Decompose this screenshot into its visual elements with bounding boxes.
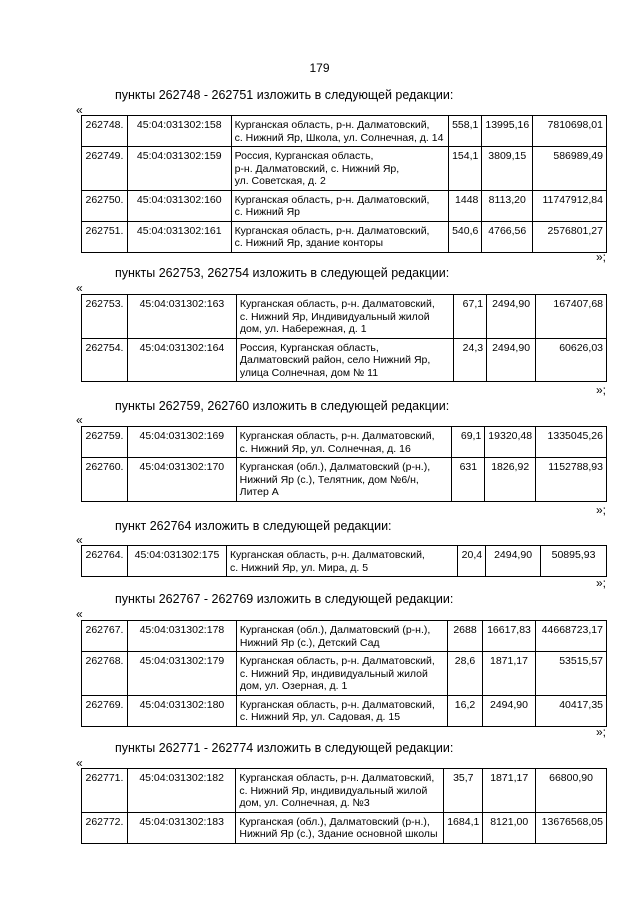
section-intro: пункты 262759, 262760 изложить в следующей редакции: [115, 399, 450, 413]
amendment-table [81, 426, 607, 502]
row-number: 262769. [82, 695, 128, 726]
area-cell: 20,4 [458, 546, 486, 577]
address-line: Нижний Яр (с.), Детский Сад [239, 636, 380, 649]
cadastral-number: 45:04:031302:183 [127, 812, 235, 843]
address-line: Курганская область, р-н. Далматовский, [234, 193, 430, 206]
address-cell [236, 621, 447, 652]
quote-close: »; [595, 383, 606, 397]
quote-close: »; [595, 725, 606, 739]
address-cell [236, 695, 447, 726]
address-line: Россия, Курганская область, [239, 341, 379, 354]
value-cell: 2576801,27 [533, 221, 607, 252]
quote-close: »; [595, 576, 606, 590]
area-cell: 2688 [448, 621, 483, 652]
cadastral-number: 45:04:031302:182 [127, 769, 235, 813]
price-cell: 16617,83 [483, 621, 536, 652]
address-cell [236, 769, 444, 813]
address-line: р-н. Далматовский, с. Нижний Яр, [234, 162, 400, 175]
address-cell [236, 458, 452, 502]
address-line: с. Нижний Яр [234, 206, 300, 218]
price-cell: 4766,56 [482, 221, 533, 252]
row-number: 262771. [82, 769, 128, 813]
quote-open: « [76, 607, 83, 621]
amendment-table [81, 115, 607, 253]
address-line: Нижний Яр (с.), Телятник, дом №6/н, [239, 473, 419, 486]
value-cell: 40417,35 [535, 695, 606, 726]
amendment-table [81, 768, 607, 844]
cadastral-number: 45:04:031302:160 [127, 190, 231, 221]
price-cell: 2494,90 [483, 695, 536, 726]
row-number: 262764. [82, 546, 128, 577]
table-row [82, 116, 607, 147]
address-cell [231, 116, 449, 147]
address-cell [226, 546, 457, 577]
cadastral-number: 45:04:031302:159 [127, 147, 231, 191]
cadastral-number: 45:04:031302:180 [127, 695, 236, 726]
amendment-table [81, 545, 607, 577]
address-cell [236, 427, 452, 458]
price-cell: 3809,15 [482, 147, 533, 191]
table-row [82, 221, 607, 252]
table-row [82, 458, 607, 502]
price-cell: 2494,90 [486, 546, 541, 577]
area-cell: 1684,1 [444, 812, 483, 843]
value-cell: 50895,93 [541, 546, 607, 577]
row-number: 262767. [82, 621, 128, 652]
area-cell: 1448 [449, 190, 482, 221]
section-intro: пункты 262753, 262754 изложить в следующей редакции: [115, 266, 450, 280]
table-row [82, 295, 607, 339]
row-number: 262750. [82, 190, 128, 221]
price-cell: 19320,48 [485, 427, 536, 458]
address-line: Курганская область, р-н. Далматовский, [239, 772, 435, 784]
address-cell [236, 295, 453, 339]
value-cell: 53515,57 [535, 652, 606, 696]
value-cell: 44668723,17 [535, 621, 606, 652]
table-row [82, 812, 607, 843]
address-line: Курганская область, р-н. Далматовский, [234, 224, 430, 237]
area-cell: 540,6 [449, 221, 482, 252]
section-intro: пункты 262748 - 262751 изложить в следующей редакции: [115, 88, 454, 102]
address-line: дом, ул. Озерная, д. 1 [239, 680, 348, 692]
quote-close: »; [595, 250, 606, 264]
cadastral-number: 45:04:031302:170 [127, 458, 236, 502]
row-number: 262768. [82, 652, 128, 696]
address-line: ул. Советская, д. 2 [234, 175, 326, 187]
price-cell: 8113,20 [482, 190, 533, 221]
area-cell: 154,1 [449, 147, 482, 191]
value-cell: 167407,68 [536, 295, 607, 339]
address-line: с. Нижний Яр, индивидуальный жилой [239, 667, 428, 680]
price-cell: 1871,17 [483, 769, 536, 813]
table-row [82, 147, 607, 191]
address-line: Далматовский район, село Нижний Яр, [239, 354, 431, 366]
amendment-table [81, 294, 607, 382]
section-intro: пункты 262767 - 262769 изложить в следующей редакции: [115, 592, 454, 606]
quote-open: « [76, 103, 83, 117]
cadastral-number: 45:04:031302:178 [127, 621, 236, 652]
area-cell: 16,2 [448, 695, 483, 726]
price-cell: 1826,92 [485, 458, 536, 502]
table-row [82, 695, 607, 726]
area-cell: 558,1 [449, 116, 482, 147]
address-cell [231, 221, 449, 252]
section-intro: пункт 262764 изложить в следующей редакции: [115, 519, 392, 533]
address-line: Курганская область, р-н. Далматовский, [239, 698, 435, 711]
address-cell [236, 338, 453, 382]
address-line: Нижний Яр (с.), Здание основной школы [239, 828, 438, 840]
row-number: 262749. [82, 147, 128, 191]
cadastral-number: 45:04:031302:179 [127, 652, 236, 696]
address-line: Курганская область, р-н. Далматовский, [239, 298, 435, 310]
row-number: 262759. [82, 427, 128, 458]
page-number: 179 [309, 61, 330, 75]
address-cell [231, 147, 449, 191]
price-cell: 13995,16 [482, 116, 533, 147]
address-line: дом, ул. Набережная, д. 1 [239, 323, 367, 335]
cadastral-number: 45:04:031302:161 [127, 221, 231, 252]
quote-open: « [76, 756, 83, 770]
address-line: с. Нижний Яр, ул. Солнечная, д. 16 [239, 442, 411, 455]
address-cell [236, 652, 447, 696]
address-line: Курганская (обл.), Далматовский (р-н.), [239, 461, 431, 473]
value-cell: 7810698,01 [533, 116, 607, 147]
cadastral-number: 45:04:031302:163 [127, 295, 236, 339]
quote-open: « [76, 281, 83, 295]
address-cell [236, 812, 444, 843]
cadastral-number: 45:04:031302:164 [127, 338, 236, 382]
cadastral-number: 45:04:031302:175 [127, 546, 226, 577]
address-line: Курганская область, р-н. Далматовский, [239, 655, 435, 667]
row-number: 262754. [82, 338, 128, 382]
value-cell: 60626,03 [536, 338, 607, 382]
amendment-table [81, 620, 607, 727]
price-cell: 8121,00 [483, 812, 536, 843]
quote-close: »; [595, 503, 606, 517]
address-cell [231, 190, 449, 221]
table-row [82, 769, 607, 813]
table-row [82, 427, 607, 458]
area-cell: 69,1 [452, 427, 485, 458]
address-line: Курганская область, р-н. Далматовский, [229, 549, 425, 561]
address-line: с. Нижний Яр, ул. Мира, д. 5 [229, 561, 369, 574]
address-line: дом, ул. Солнечная, д. №3 [239, 797, 370, 809]
address-line: Курганская (обл.), Далматовский (р-н.), [239, 624, 431, 636]
quote-open: « [76, 413, 83, 427]
price-cell: 2494,90 [487, 338, 536, 382]
value-cell: 66800,90 [536, 769, 607, 813]
area-cell: 24,3 [454, 338, 487, 382]
address-line: с. Нижний Яр, здание конторы [234, 237, 384, 249]
value-cell: 1335045,26 [536, 427, 607, 458]
row-number: 262760. [82, 458, 128, 502]
value-cell: 11747912,84 [533, 190, 607, 221]
row-number: 262748. [82, 116, 128, 147]
address-line: улица Солнечная, дом № 11 [239, 366, 379, 379]
area-cell: 67,1 [454, 295, 487, 339]
area-cell: 28,6 [448, 652, 483, 696]
table-row [82, 190, 607, 221]
table-row [82, 652, 607, 696]
address-line: Курганская область, р-н. Далматовский, [239, 430, 435, 442]
address-line: Россия, Курганская область, [234, 150, 374, 162]
address-line: с. Нижний Яр, ул. Садовая, д. 15 [239, 711, 401, 723]
area-cell: 35,7 [444, 769, 483, 813]
address-line: с. Нижний Яр, Школа, ул. Солнечная, д. 14 [234, 131, 444, 144]
address-line: Литер А [239, 486, 279, 498]
value-cell: 1152788,93 [536, 458, 607, 502]
row-number: 262772. [82, 812, 128, 843]
address-line: с. Нижний Яр, Индивидуальный жилой [239, 310, 430, 323]
address-line: Курганская (обл.), Далматовский (р-н.), [239, 815, 430, 828]
address-line: с. Нижний Яр, индивидуальный жилой [239, 784, 428, 797]
table-row [82, 621, 607, 652]
cadastral-number: 45:04:031302:169 [127, 427, 236, 458]
address-line: Курганская область, р-н. Далматовский, [234, 119, 430, 131]
value-cell: 586989,49 [533, 147, 607, 191]
row-number: 262751. [82, 221, 128, 252]
cadastral-number: 45:04:031302:158 [127, 116, 231, 147]
price-cell: 1871,17 [483, 652, 536, 696]
price-cell: 2494,90 [487, 295, 536, 339]
row-number: 262753. [82, 295, 128, 339]
quote-open: « [76, 533, 83, 547]
table-row [82, 338, 607, 382]
area-cell: 631 [452, 458, 485, 502]
table-row [82, 546, 607, 577]
value-cell: 13676568,05 [536, 812, 607, 843]
section-intro: пункты 262771 - 262774 изложить в следующей редакции: [115, 741, 454, 755]
